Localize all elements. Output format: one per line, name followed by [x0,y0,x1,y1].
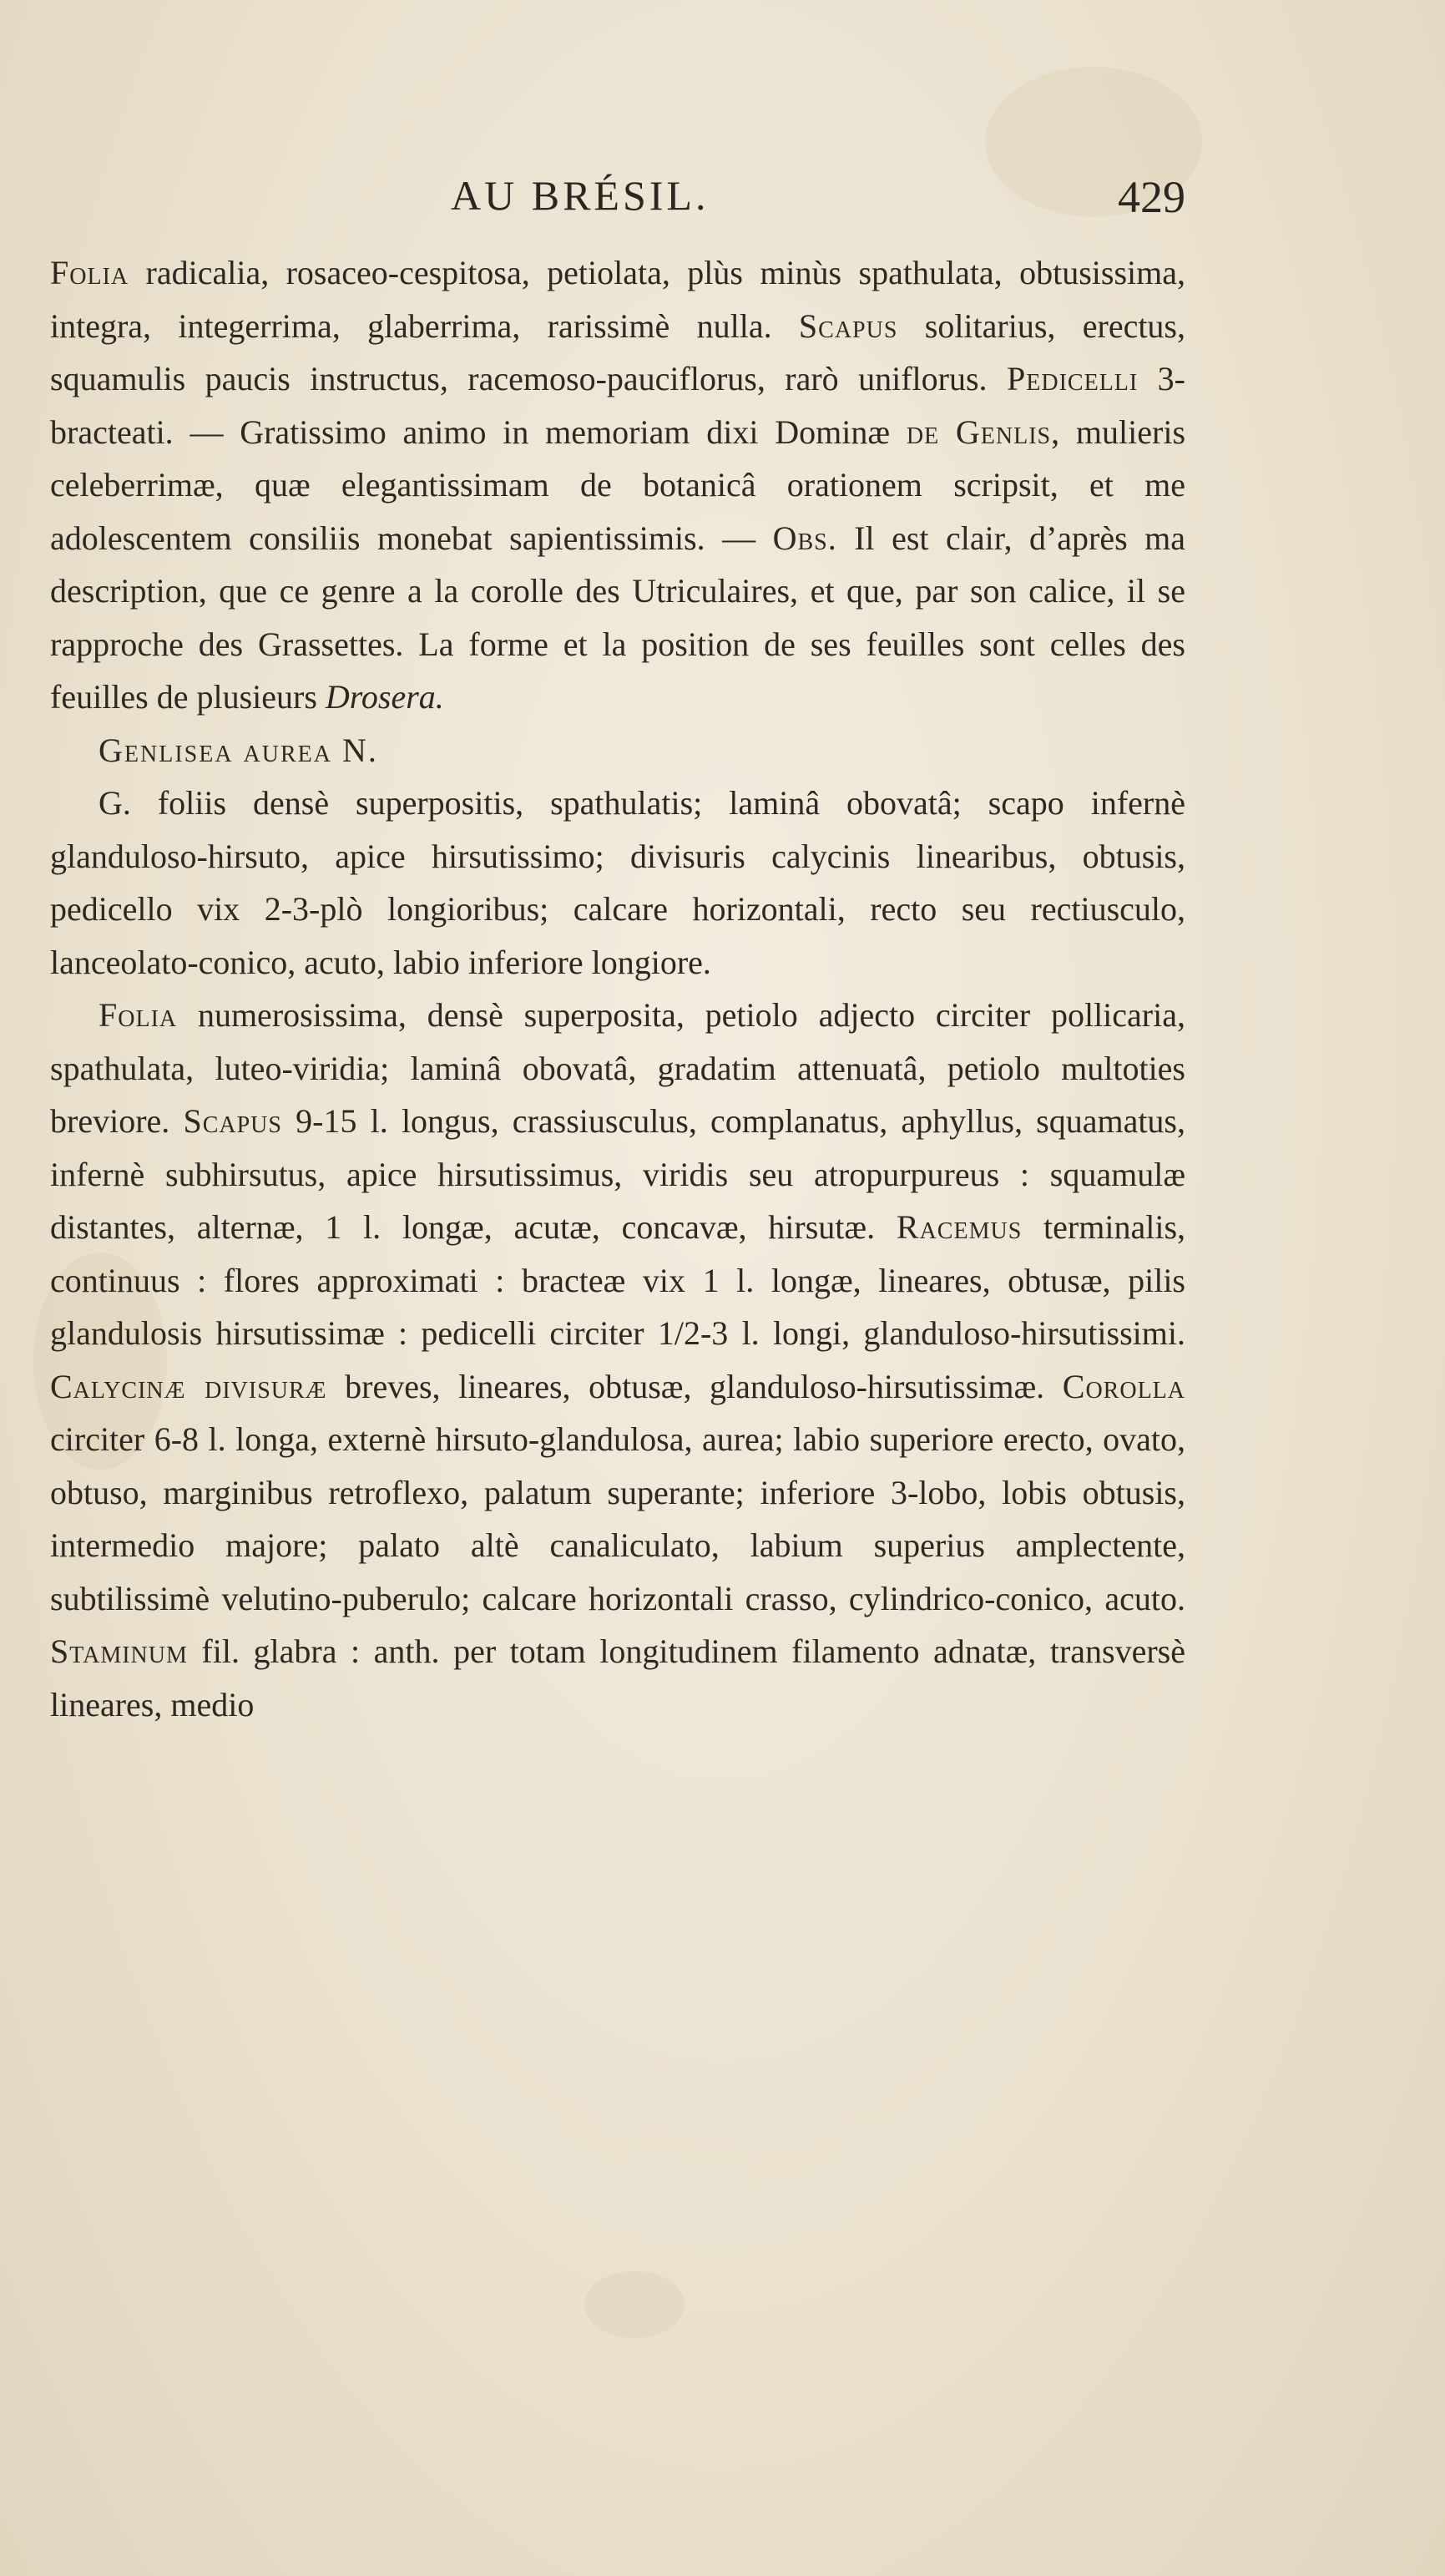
term-drosera: Drosera. [325,678,444,716]
text-span: Il est clair, d’après ma description, que ce genre a la corolle des Utriculaires, et que, par son calice, il se rapproche des Grassettes. La forme et la position de ses feuilles sont celles des feuilles de plusieurs [50,519,1185,716]
term-scapus: Scapus [798,306,898,345]
term-de: de [906,412,940,451]
text-span: 3-bracteati. — Gratissimo animo in memoriam dixi Dominæ [50,360,1186,451]
running-title: AU BRÉSIL. [451,172,710,219]
text-span: numerosissima, densè superposita, petiolo adjecto circiter pollicaria, spathulata, luteo-viridia; laminâ obovatâ, gradatim attenuatâ, petiolo multoties breviore. [50,996,1185,1140]
page-header [50,171,1185,238]
term-obs: Obs. [772,519,837,557]
genus-description-paragraph [50,246,1185,724]
text-span: breves, lineares, obtusæ, glanduloso-hirsutissimæ. [326,1367,1063,1405]
term-scapus: Scapus [183,1102,282,1140]
text-span: fil. glabra : anth. per totam longitudinem filamento adnatæ, transversè lineares, medio [50,1632,1185,1723]
term-pedicelli: Pedicelli [1007,360,1139,397]
term-folia: Folia [99,996,178,1034]
term-calycinae: Calycinæ divisuræ [50,1367,327,1405]
text-span: radicalia, rosaceo-cespitosa, petiolata, plùs minùs spathulata, obtusissima, integra, integerrima, glaberrima, rarissimè nulla. [50,254,1185,345]
body-text [50,246,1185,1731]
paper-stain [584,2271,685,2338]
text-span: circiter 6-8 l. longa, externè hirsuto-glandulosa, aurea; labio superiore erecto, ovato, obtuso, marginibus retroflexo, palatum superante; inferiore 3-lobo, lobis obtusis, intermedio majore; palato altè canaliculato, labium superius amplectente, subtilissimè velutino-puberulo; calcare horizontali crasso, cylindrico-conico, acuto. [50,1420,1185,1617]
text-span: , mulieris celeberrimæ, quæ elegantissimam de botanicâ orationem scripsit, et me adolescentem consiliis monebat sapientissimis. — [50,412,1186,557]
text-span: solitarius, erectus, squamulis paucis instructus, racemoso-pauciflorus, rarò uniflorus. [50,306,1185,397]
term-staminum: Staminum [50,1632,188,1670]
text-span: 9-15 l. longus, crassiusculus, complanatus, aphyllus, squamatus, infernè subhirsutus, apice hirsutissimus, viridis seu atropurpureus : squamulæ distantes, alternæ, 1 l. longæ, acutæ, concavæ, hirsutæ. [50,1102,1185,1246]
species-diagnosis-paragraph: G. foliis densè superpositis, spathulatis; laminâ obovatâ; scapo infernè glanduloso-hirsuto, apice hirsutissimo; divisuris calycinis linearibus, obtusis, pedicello vix 2-3-plò longioribus; calcare horizontali, recto seu rectiusculo, lanceolato-conico, acuto, labio inferiore longiore. [50,784,1185,981]
text-span [939,413,956,451]
species-description-paragraph [50,989,1185,1731]
species-heading: Genlisea aurea N. [99,731,378,769]
term-genlis: Genlis [955,412,1052,451]
term-folia: Folia [50,254,129,291]
term-racemus: Racemus [896,1208,1023,1246]
page-number: 429 [1118,172,1185,222]
text-span: terminalis, continuus : flores approximati : bracteæ vix 1 l. longæ, lineares, obtusæ, pilis glandulosis hirsutissimæ : pedicelli circiter 1/2-3 l. longi, glanduloso-hirsutissimi. [50,1208,1186,1352]
term-corolla: Corolla [1062,1367,1185,1405]
